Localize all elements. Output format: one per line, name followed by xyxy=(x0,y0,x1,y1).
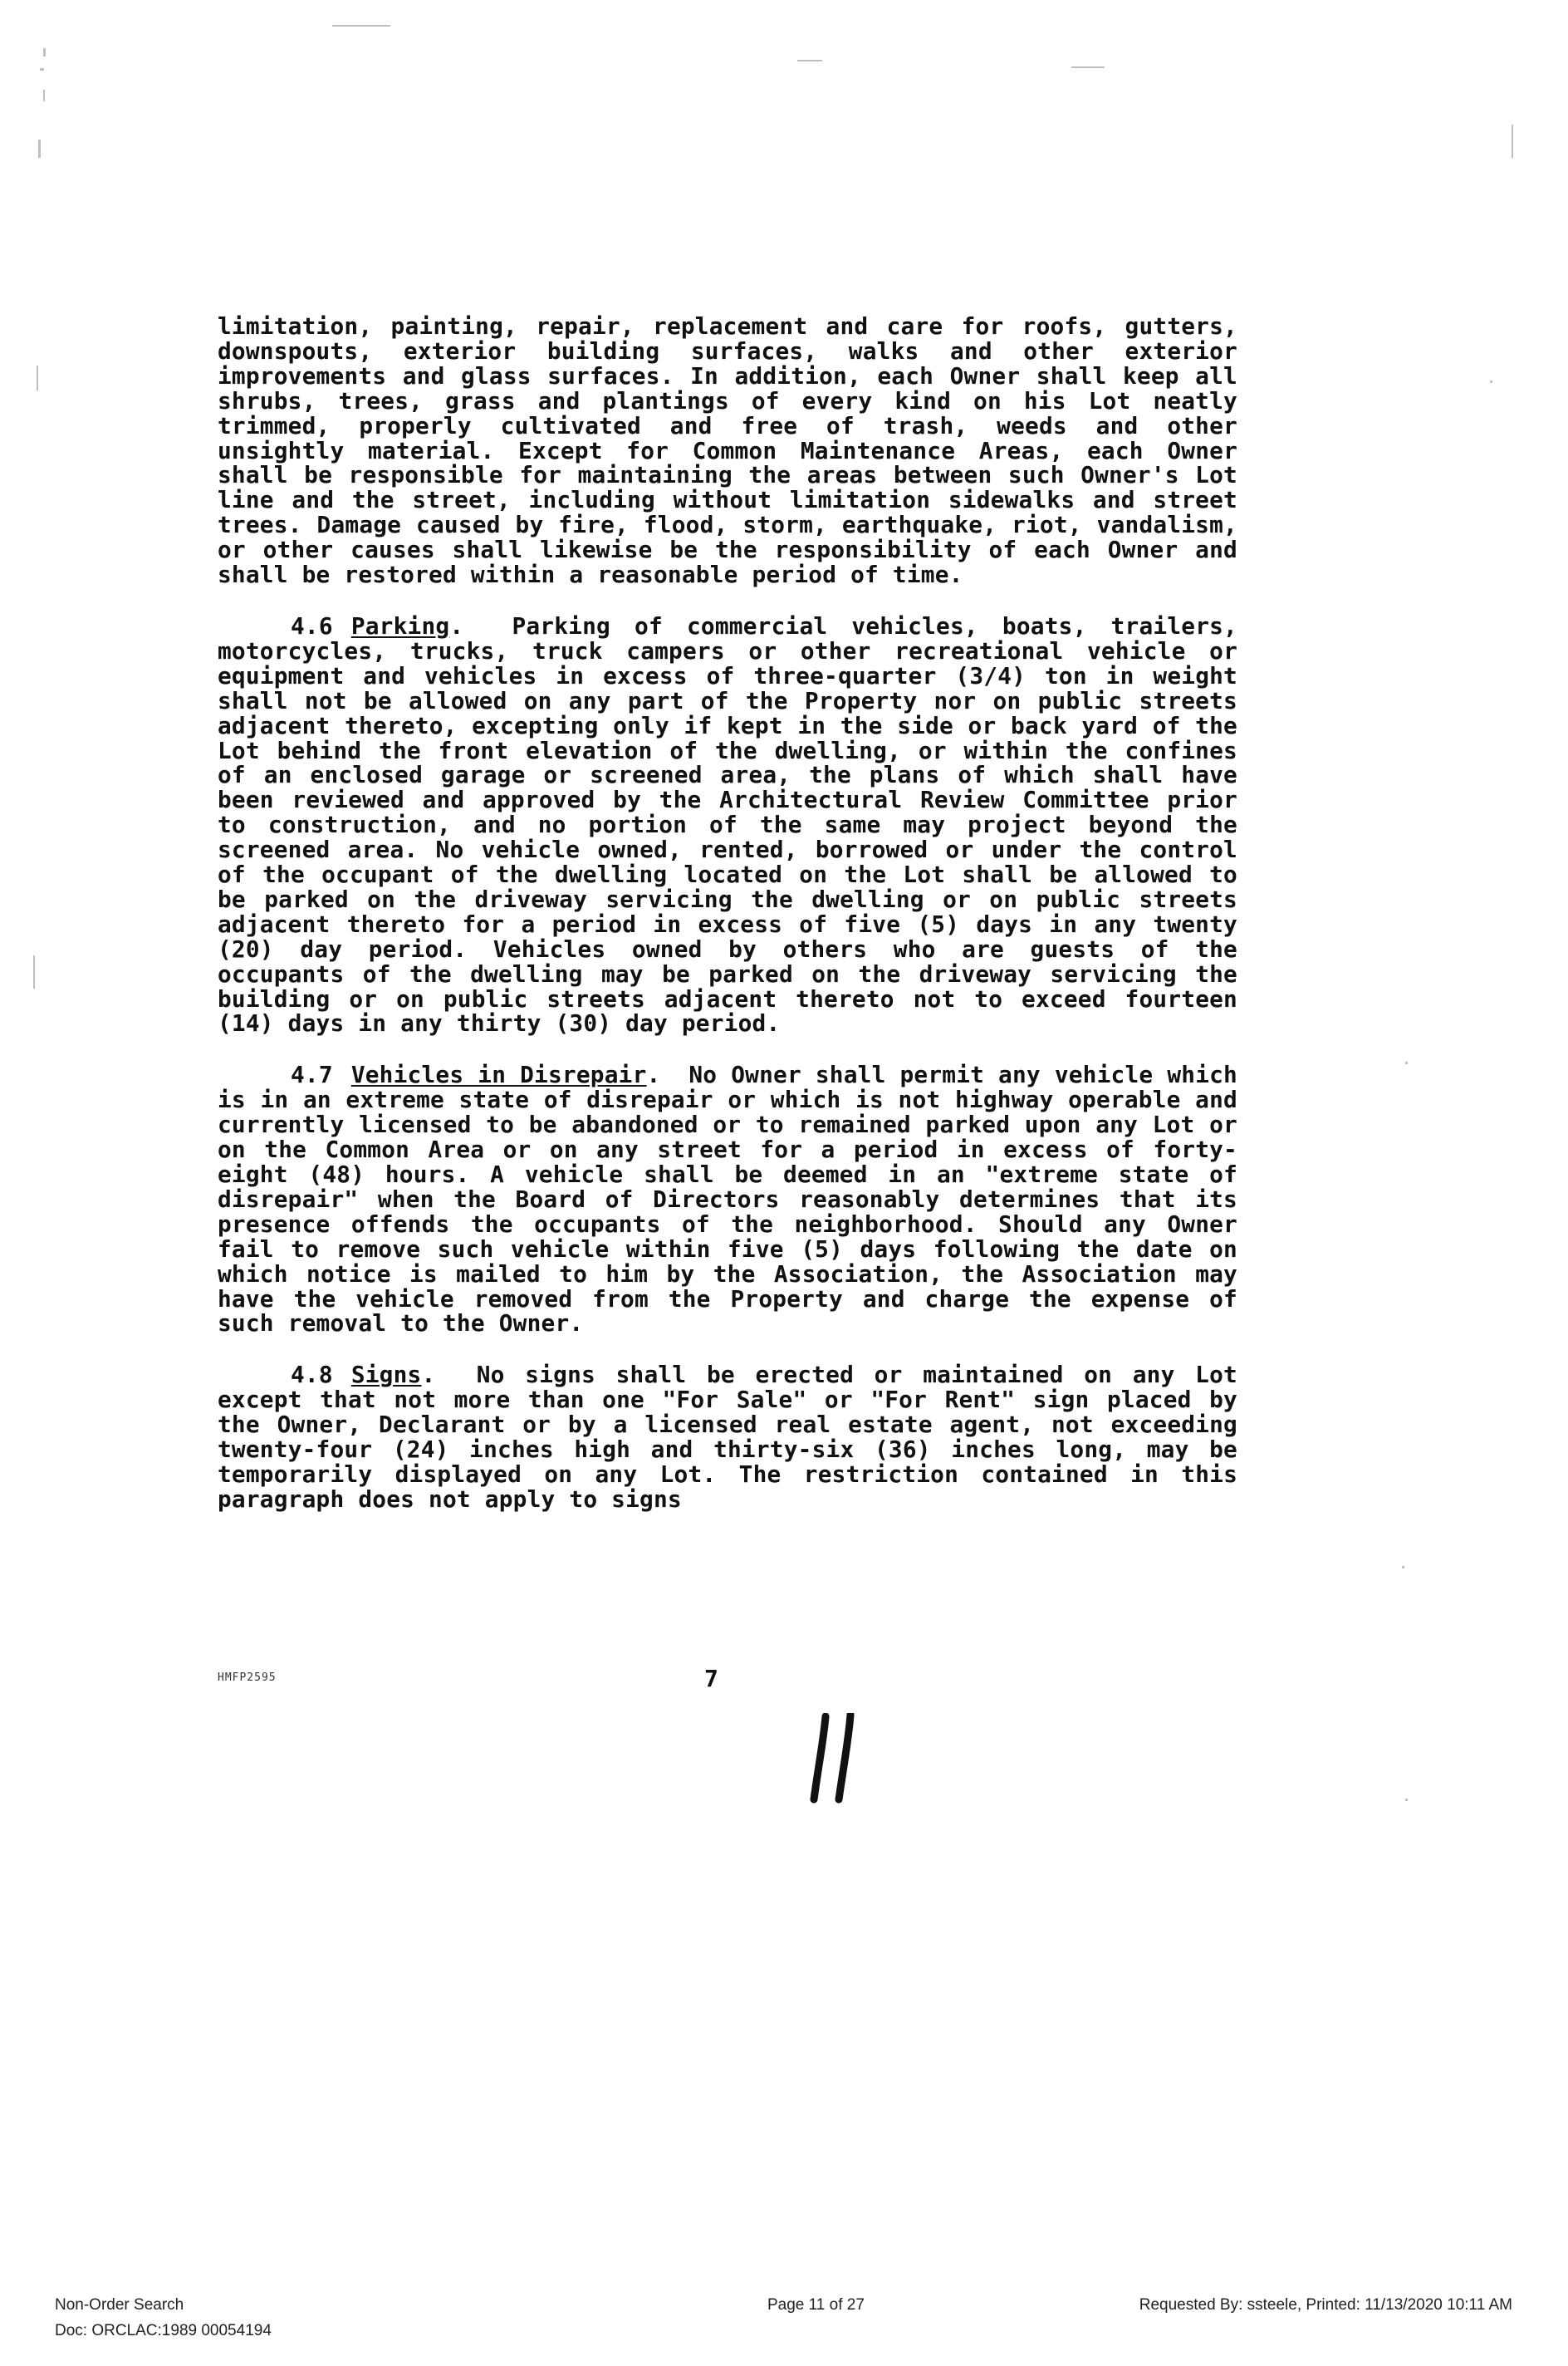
section-number: 4.8 xyxy=(291,1361,333,1389)
footer-search-type: Non-Order Search xyxy=(55,2296,184,2314)
section-parking xyxy=(218,611,1237,1038)
scan-speck xyxy=(797,60,822,61)
scan-speck xyxy=(1405,1799,1408,1801)
scan-speck xyxy=(332,25,390,27)
section-title-period: . xyxy=(421,1361,477,1389)
scan-speck xyxy=(38,140,41,158)
handwritten-page-mark xyxy=(807,1713,874,1804)
paragraph-maintenance-continuation: limitation, painting, repair, replacement and care for roofs, gutters, downspouts, exterior building surfaces, walks and other exterior improvements and glass surfaces. In addition, each Owner shall keep all shrubs, trees, grass and plantings of every kind on his Lot neatly trimmed, properly cultivated and free of trash, weeds and other unsightly material. Except for Common Maintenance Areas, each Owner shall be responsible for maintaining the areas between such Owner's Lot line and the street, including without limitation sidewalks and street trees. Damage caused by fire, flood, storm, earthquake, riot, vandalism, or other causes shall likewise be the responsibility of each Owner and shall be restored within a reasonable period of time. xyxy=(218,312,1237,589)
section-number: 4.7 xyxy=(291,1061,333,1089)
page-number: 7 xyxy=(704,1665,718,1692)
section-body: No signs shall be erected or maintained on any Lot except that not more than one "For Sale" or "For Rent" sign placed by the Owner, Declarant or by a licensed real estate agent, not exceeding twenty-four (24) inches high and thirty-six (36) inches long, may be temporarily displayed on any Lot. The restriction contained in this paragraph does not apply to signs xyxy=(218,1361,1237,1513)
section-title: Signs xyxy=(350,1361,422,1389)
form-code: HMFP2595 xyxy=(218,1671,277,1684)
scan-speck xyxy=(1402,1566,1404,1568)
scan-speck xyxy=(33,955,35,989)
section-title-period: . xyxy=(449,611,512,640)
document-body xyxy=(218,314,1237,1512)
scan-speck xyxy=(1512,125,1513,158)
scan-speck xyxy=(1490,380,1492,383)
section-title: Parking xyxy=(350,611,450,640)
section-vehicles-in-disrepair xyxy=(218,1063,1237,1336)
scan-speck xyxy=(1405,1062,1408,1064)
section-title-period: . xyxy=(646,1061,689,1089)
section-number: 4.6 xyxy=(291,611,333,640)
scan-speck xyxy=(40,68,44,71)
footer-doc-id: Doc: ORCLAC:1989 00054194 xyxy=(55,2322,272,2339)
section-title: Vehicles in Disrepair xyxy=(350,1061,647,1089)
section-body: Parking of commercial vehicles, boats, trailers, motorcycles, trucks, truck campers or other recreational vehicle or equipment and vehicles in excess of three-quarter (3/4) ton in weight shall not be allowed on any part of the Property nor on public streets adjacent thereto, excepting only if kept in the side or back yard of the Lot behind the front elevation of the dwelling, or within the confines of an enclosed garage or screened area, the plans of which shall have been reviewed and approved by the Architectural Review Committee prior to construction, and no portion of the same may project beyond the screened area. No vehicle owned, rented, borrowed or under the control of the occupant of the dwelling located on the Lot shall be allowed to be parked on the driveway servicing the dwelling or on public streets adjacent thereto for a period in excess of five (5) days in any twenty (20) day period. Vehicles owned by others who are guests of the occupants of the dwelling may be parked on the driveway servicing the building or on public streets adjacent thereto not to exceed fourteen (14) days in any thirty (30) day period. xyxy=(218,611,1237,1038)
scan-speck xyxy=(43,90,45,101)
scan-speck xyxy=(43,48,46,56)
section-body: No Owner shall permit any vehicle which is in an extreme state of disrepair or which is not highway operable and currently licensed to be abandoned or to remained parked upon any Lot or on the Common Area or on any street for a period in excess of forty-eight (48) hours. A vehicle shall be deemed in an "extreme state of disrepair" when the Board of Directors reasonably determines that its presence offends the occupants of the neighborhood. Should any Owner fail to remove such vehicle within five (5) days following the date on which notice is mailed to him by the Association, the Association may have the vehicle removed from the Property and charge the expense of such removal to the Owner. xyxy=(218,1061,1237,1338)
section-signs xyxy=(218,1362,1237,1511)
footer-page-info: Page 11 of 27 xyxy=(767,2296,865,2314)
scan-speck xyxy=(37,366,38,390)
scan-speck xyxy=(1071,66,1105,68)
footer-requested-by: Requested By: ssteele, Printed: 11/13/2020 10:11 AM xyxy=(1139,2296,1512,2314)
